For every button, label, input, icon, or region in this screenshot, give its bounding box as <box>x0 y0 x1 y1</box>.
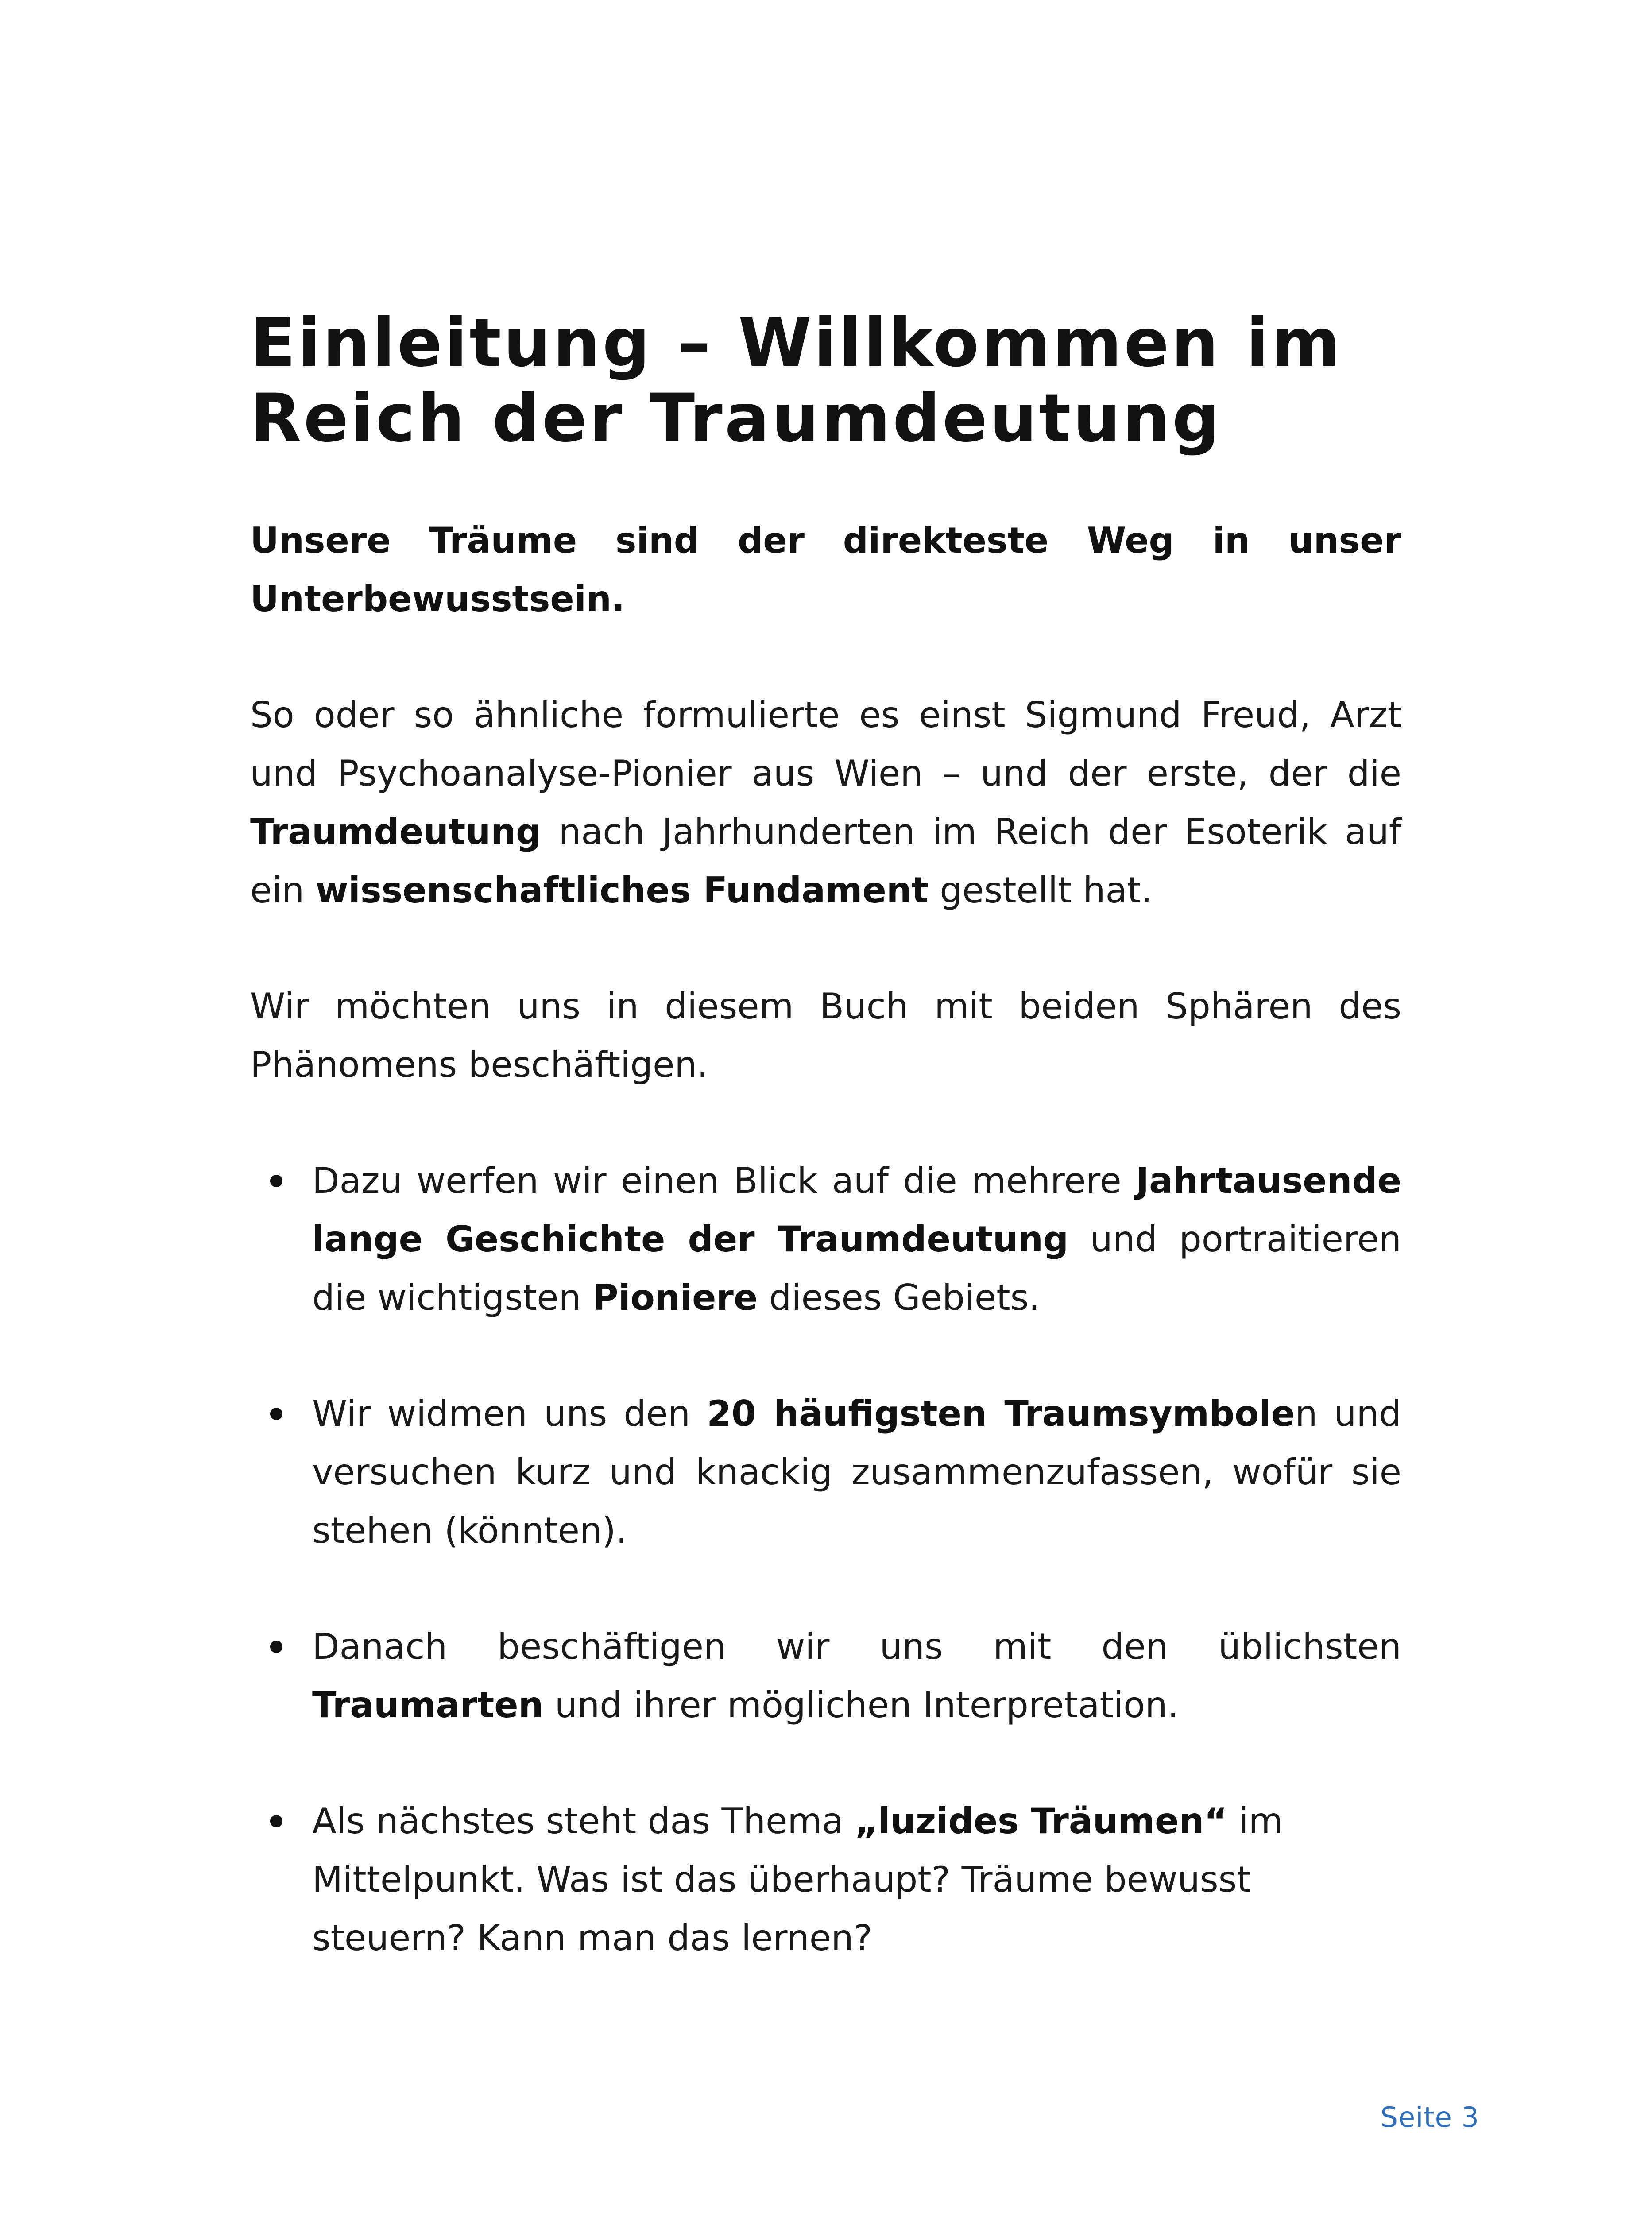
intro-text-3: gestellt hat. <box>928 870 1153 911</box>
list-item-bold: Pioniere <box>592 1277 758 1318</box>
bullet-icon <box>270 1175 282 1187</box>
lead-paragraph: Unsere Träume sind der direkteste Weg in unser Unterbewusstsein. <box>250 520 1401 619</box>
list-item-text: dieses Gebiets. <box>758 1277 1040 1318</box>
page-number: Seite 3 <box>1380 2101 1479 2133</box>
list-item <box>250 1385 1401 1560</box>
intro-paragraph <box>250 686 1401 920</box>
page-title-line-1: Einleitung – Willkommen im <box>250 305 1342 382</box>
list-item-text: und ihrer möglichen Interpretation. <box>543 1684 1179 1726</box>
scope-paragraph: Wir möchten uns in diesem Buch mit beiden Sphären des Phänomens beschäftigen. <box>250 986 1401 1085</box>
page-title-line-2: Reich der Traumdeutung <box>250 380 1222 457</box>
bullet-icon <box>270 1408 282 1420</box>
list-item-text: Wir widmen uns den <box>312 1393 707 1434</box>
intro-text-1: So oder so ähnliche formulierte es einst Sigmund Freud, Arzt und Psychoanalyse-Pionier aus Wien – und der erste, der die <box>250 694 1401 794</box>
list-item-text: Dazu werfen wir einen Blick auf die mehrere <box>312 1160 1136 1201</box>
intro-bold-fundament: wissenschaftliches Fundament <box>315 870 929 911</box>
list-item <box>250 1618 1401 1734</box>
list-item-text: im Mittelpunkt. Was ist das überhaupt? Träume bewusst steuern? Kann man das lernen? <box>312 1800 1283 1959</box>
list-item-bold: Traumarten <box>312 1684 544 1726</box>
topics-list <box>250 1152 1401 1967</box>
intro-text-2: nach Jahrhunderten im Reich der Esoterik auf ein <box>250 811 1401 911</box>
list-item-text: Als nächstes steht das Thema <box>312 1800 855 1842</box>
list-item <box>250 1792 1401 1967</box>
list-item-text: n und versuchen kurz und knackig zusammenzufassen, wofür sie stehen (könnten). <box>312 1393 1401 1551</box>
bullet-icon <box>270 1641 282 1653</box>
list-item-bold: „luzides Träumen“ <box>855 1800 1227 1842</box>
bullet-icon <box>270 1815 282 1827</box>
page-title <box>250 306 1401 456</box>
list-item <box>250 1152 1401 1327</box>
page-content <box>250 306 1401 1967</box>
list-item-bold: Jahrtausende lange Geschichte der Traumdeutung <box>312 1160 1401 1260</box>
list-item-text: Danach beschäftigen wir uns mit den üblichsten <box>312 1626 1401 1667</box>
list-item-bold: 20 häufigsten Traumsymbole <box>707 1393 1295 1434</box>
list-item-text: und portraitieren die wichtigsten <box>312 1219 1402 1318</box>
intro-bold-traumdeutung: Traumdeutung <box>250 811 542 852</box>
